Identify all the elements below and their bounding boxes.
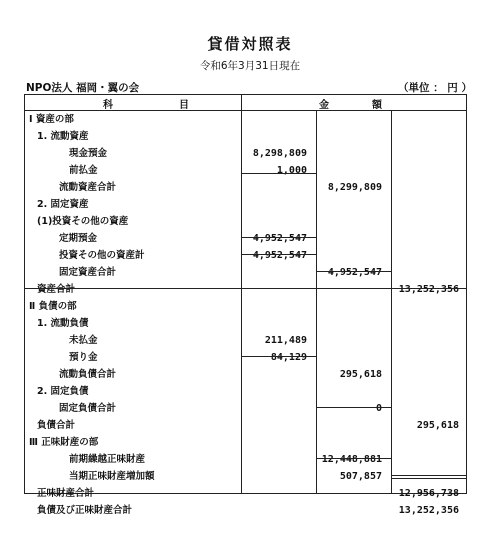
subtotal-rule-fixed-assets	[316, 271, 391, 272]
header-divider	[241, 95, 242, 111]
row-label: 当期正味財産増加額	[69, 471, 155, 482]
table-row	[25, 417, 466, 434]
row-label: 投資その他の資産計	[59, 250, 145, 261]
amount-c2: 295,618	[339, 369, 382, 380]
section-rule-assets	[25, 288, 466, 289]
row-label: 固定資産合計	[59, 267, 117, 278]
table-row	[25, 366, 466, 383]
amount-c3: 13,252,356	[398, 505, 459, 516]
unit-label: （単位 ： 円 ）	[398, 82, 472, 94]
amount-c3: 295,618	[416, 420, 459, 431]
amount-c1: 4,952,547	[252, 233, 307, 244]
row-label: 1. 流動負債	[37, 318, 89, 329]
row-label: 負債合計	[37, 420, 76, 431]
row-label: 流動負債合計	[59, 369, 117, 380]
table-row	[25, 213, 466, 230]
table-row	[25, 128, 466, 145]
row-label: 2. 固定負債	[37, 386, 89, 397]
amount-c2: 507,857	[339, 471, 382, 482]
row-label: 前払金	[69, 165, 98, 176]
amount-c2: 4,952,547	[327, 267, 382, 278]
table-row	[25, 111, 466, 128]
table-row	[25, 485, 466, 502]
amount-c2: 0	[375, 403, 382, 414]
table-row	[25, 383, 466, 400]
subtotal-rule-current-liabilities	[241, 356, 316, 357]
table-row	[25, 298, 466, 315]
document-title: 貸借対照表	[207, 35, 293, 53]
amount-c1: 1,000	[276, 165, 307, 176]
header-item-char-2: 目	[179, 100, 189, 111]
amount-c3: 13,252,356	[398, 284, 459, 295]
subtotal-rule-investments-total	[241, 254, 316, 255]
balance-sheet-table	[24, 94, 467, 516]
amount-c2: 12,448,881	[321, 454, 382, 465]
row-label: 定期預金	[59, 233, 98, 244]
as-of-date: 令和6年3月31日現在	[199, 60, 301, 72]
row-label: 流動資産合計	[59, 182, 117, 193]
table-row	[25, 315, 466, 332]
table-row	[25, 434, 466, 451]
row-label: 1. 流動資産	[37, 131, 89, 142]
table-row	[25, 196, 466, 213]
amount-c3: 12,956,738	[398, 488, 459, 499]
subtotal-rule-liabilities	[316, 407, 391, 408]
row-label: Ⅰ 資産の部	[29, 114, 74, 125]
table-row	[25, 451, 466, 468]
amount-c1: 211,489	[264, 335, 307, 346]
table-row	[25, 145, 466, 162]
row-label: 正味財産合計	[37, 488, 95, 499]
table-row	[25, 332, 466, 349]
table-row	[25, 230, 466, 247]
subtotal-rule-investments	[241, 237, 316, 238]
row-label: 負債及び正味財産合計	[37, 505, 133, 516]
row-label: 現金預金	[69, 148, 108, 159]
table-row	[25, 247, 466, 264]
row-label: Ⅱ 負債の部	[29, 301, 77, 312]
subtotal-rule-net-assets	[316, 458, 391, 459]
table-row	[25, 264, 466, 281]
row-label: 資産合計	[37, 284, 76, 295]
row-label: 預り金	[69, 352, 98, 363]
header-item-char-1: 科	[103, 100, 113, 111]
row-label: 前期繰越正味財産	[69, 454, 146, 465]
table-row	[25, 502, 466, 519]
header-amount-char-2: 額	[372, 100, 382, 111]
organization-name: NPO法人 福岡・翼の会	[26, 82, 140, 94]
table-row	[25, 179, 466, 196]
row-label: (1)投資その他の資産	[37, 216, 129, 227]
row-label: Ⅲ 正味財産の部	[29, 437, 99, 448]
amount-c1: 4,952,547	[252, 250, 307, 261]
header-amount-char-1: 金	[319, 100, 329, 111]
row-label: 未払金	[69, 335, 98, 346]
row-label: 固定負債合計	[59, 403, 117, 414]
table-row	[25, 162, 466, 179]
amount-c1: 84,129	[270, 352, 307, 363]
amount-c2: 8,299,809	[327, 182, 382, 193]
row-label: 2. 固定資産	[37, 199, 89, 210]
subtotal-rule-current-assets	[241, 173, 316, 174]
table-row	[25, 281, 466, 298]
double-rule-total	[391, 475, 466, 479]
table-row	[25, 400, 466, 417]
amount-c1: 8,298,809	[252, 148, 307, 159]
table-row	[25, 349, 466, 366]
